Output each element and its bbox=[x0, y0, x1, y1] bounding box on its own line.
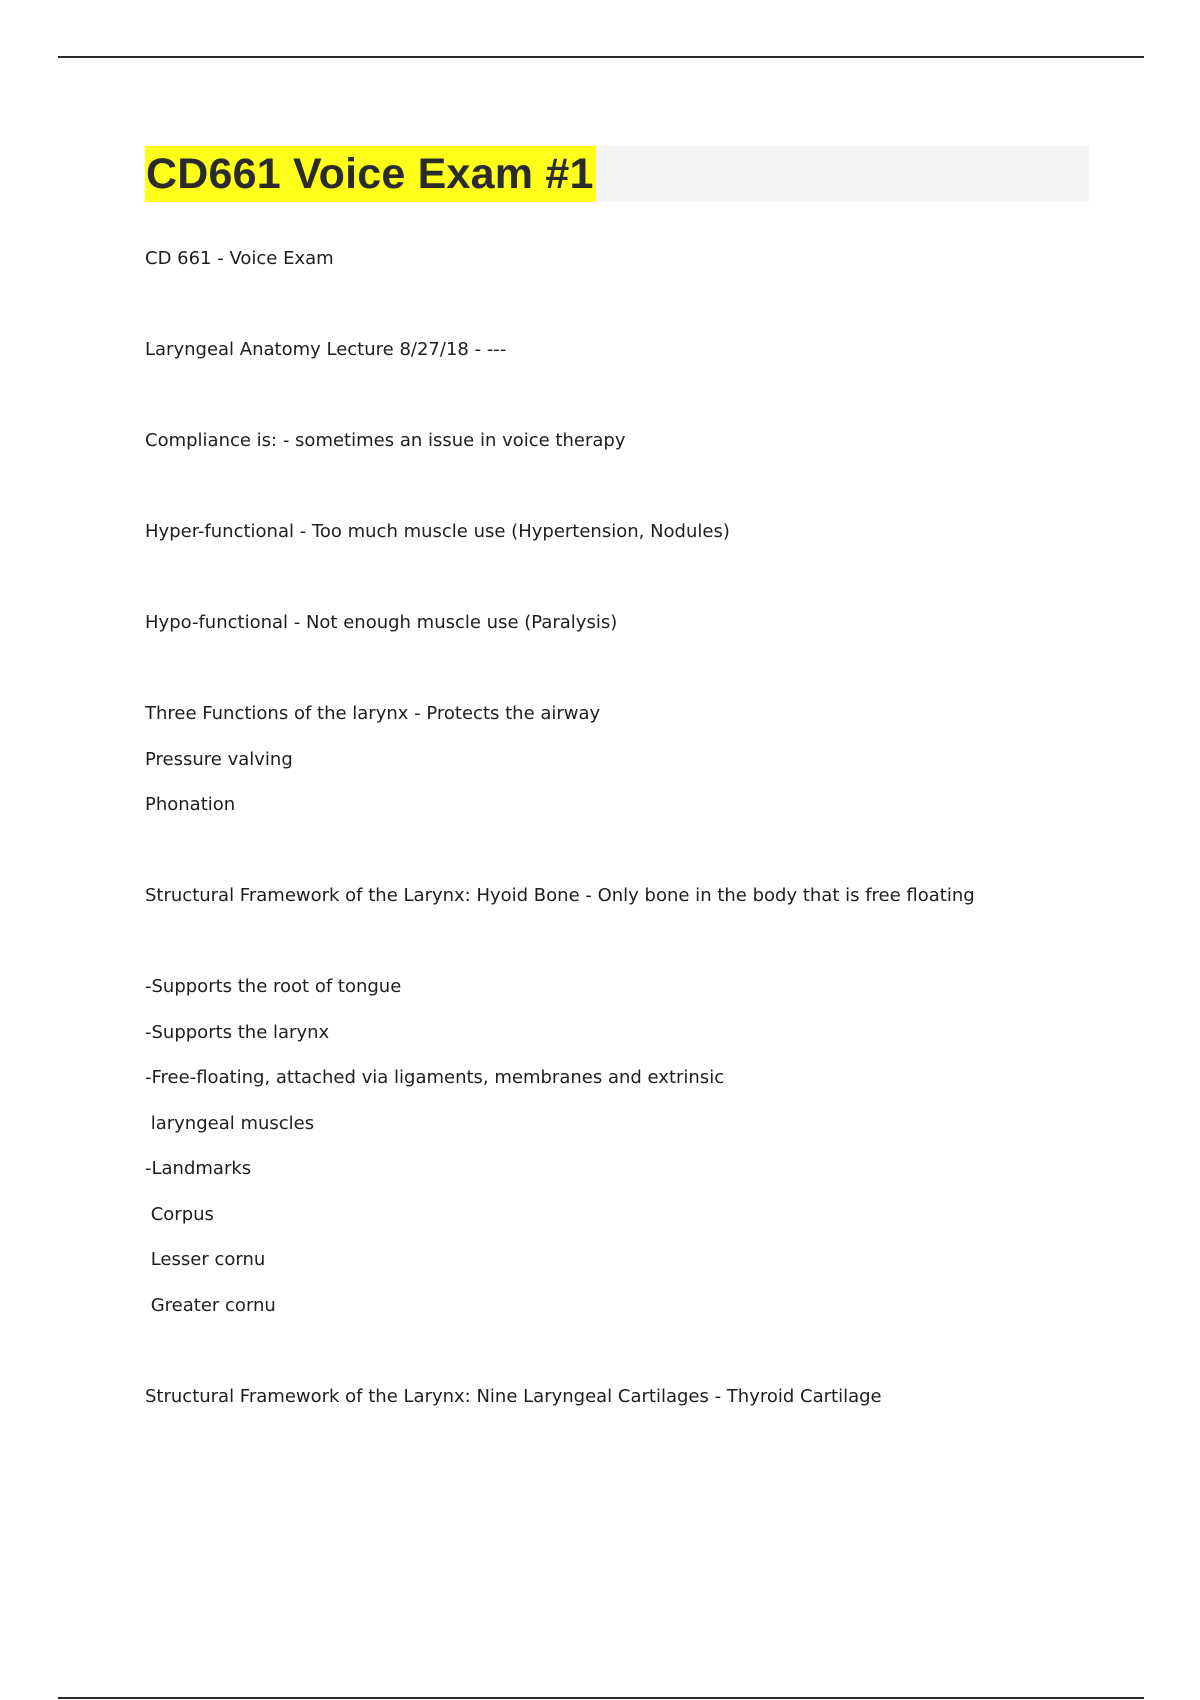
text-line: Laryngeal Anatomy Lecture 8/27/18 - --- bbox=[145, 339, 507, 360]
text-line: -Landmarks bbox=[145, 1158, 252, 1179]
text-line: Corpus bbox=[145, 1204, 214, 1225]
text-line: CD 661 - Voice Exam bbox=[145, 248, 334, 269]
text-line: Compliance is: - sometimes an issue in voice therapy bbox=[145, 430, 626, 451]
text-line: Hypo-functional - Not enough muscle use (Paralysis) bbox=[145, 612, 618, 633]
text-line: Structural Framework of the Larynx: Nine Laryngeal Cartilages - Thyroid Cartilage bbox=[145, 1386, 882, 1407]
text-line: Lesser cornu bbox=[145, 1249, 266, 1270]
text-line: Phonation bbox=[145, 794, 236, 815]
text-line: Greater cornu bbox=[145, 1295, 276, 1316]
text-line: -Supports the larynx bbox=[145, 1022, 330, 1043]
text-line: Structural Framework of the Larynx: Hyoid Bone - Only bone in the body that is free floating bbox=[145, 885, 975, 906]
document-title: CD661 Voice Exam #1 bbox=[145, 146, 596, 202]
header-rule bbox=[58, 56, 1144, 58]
text-line: -Free-floating, attached via ligaments, membranes and extrinsic bbox=[145, 1067, 725, 1088]
text-line: Hyper-functional - Too much muscle use (Hypertension, Nodules) bbox=[145, 521, 730, 542]
text-line: Pressure valving bbox=[145, 749, 293, 770]
text-line: -Supports the root of tongue bbox=[145, 976, 402, 997]
text-line: Three Functions of the larynx - Protects the airway bbox=[145, 703, 601, 724]
text-line: laryngeal muscles bbox=[145, 1113, 315, 1134]
footer-rule bbox=[58, 1697, 1144, 1699]
